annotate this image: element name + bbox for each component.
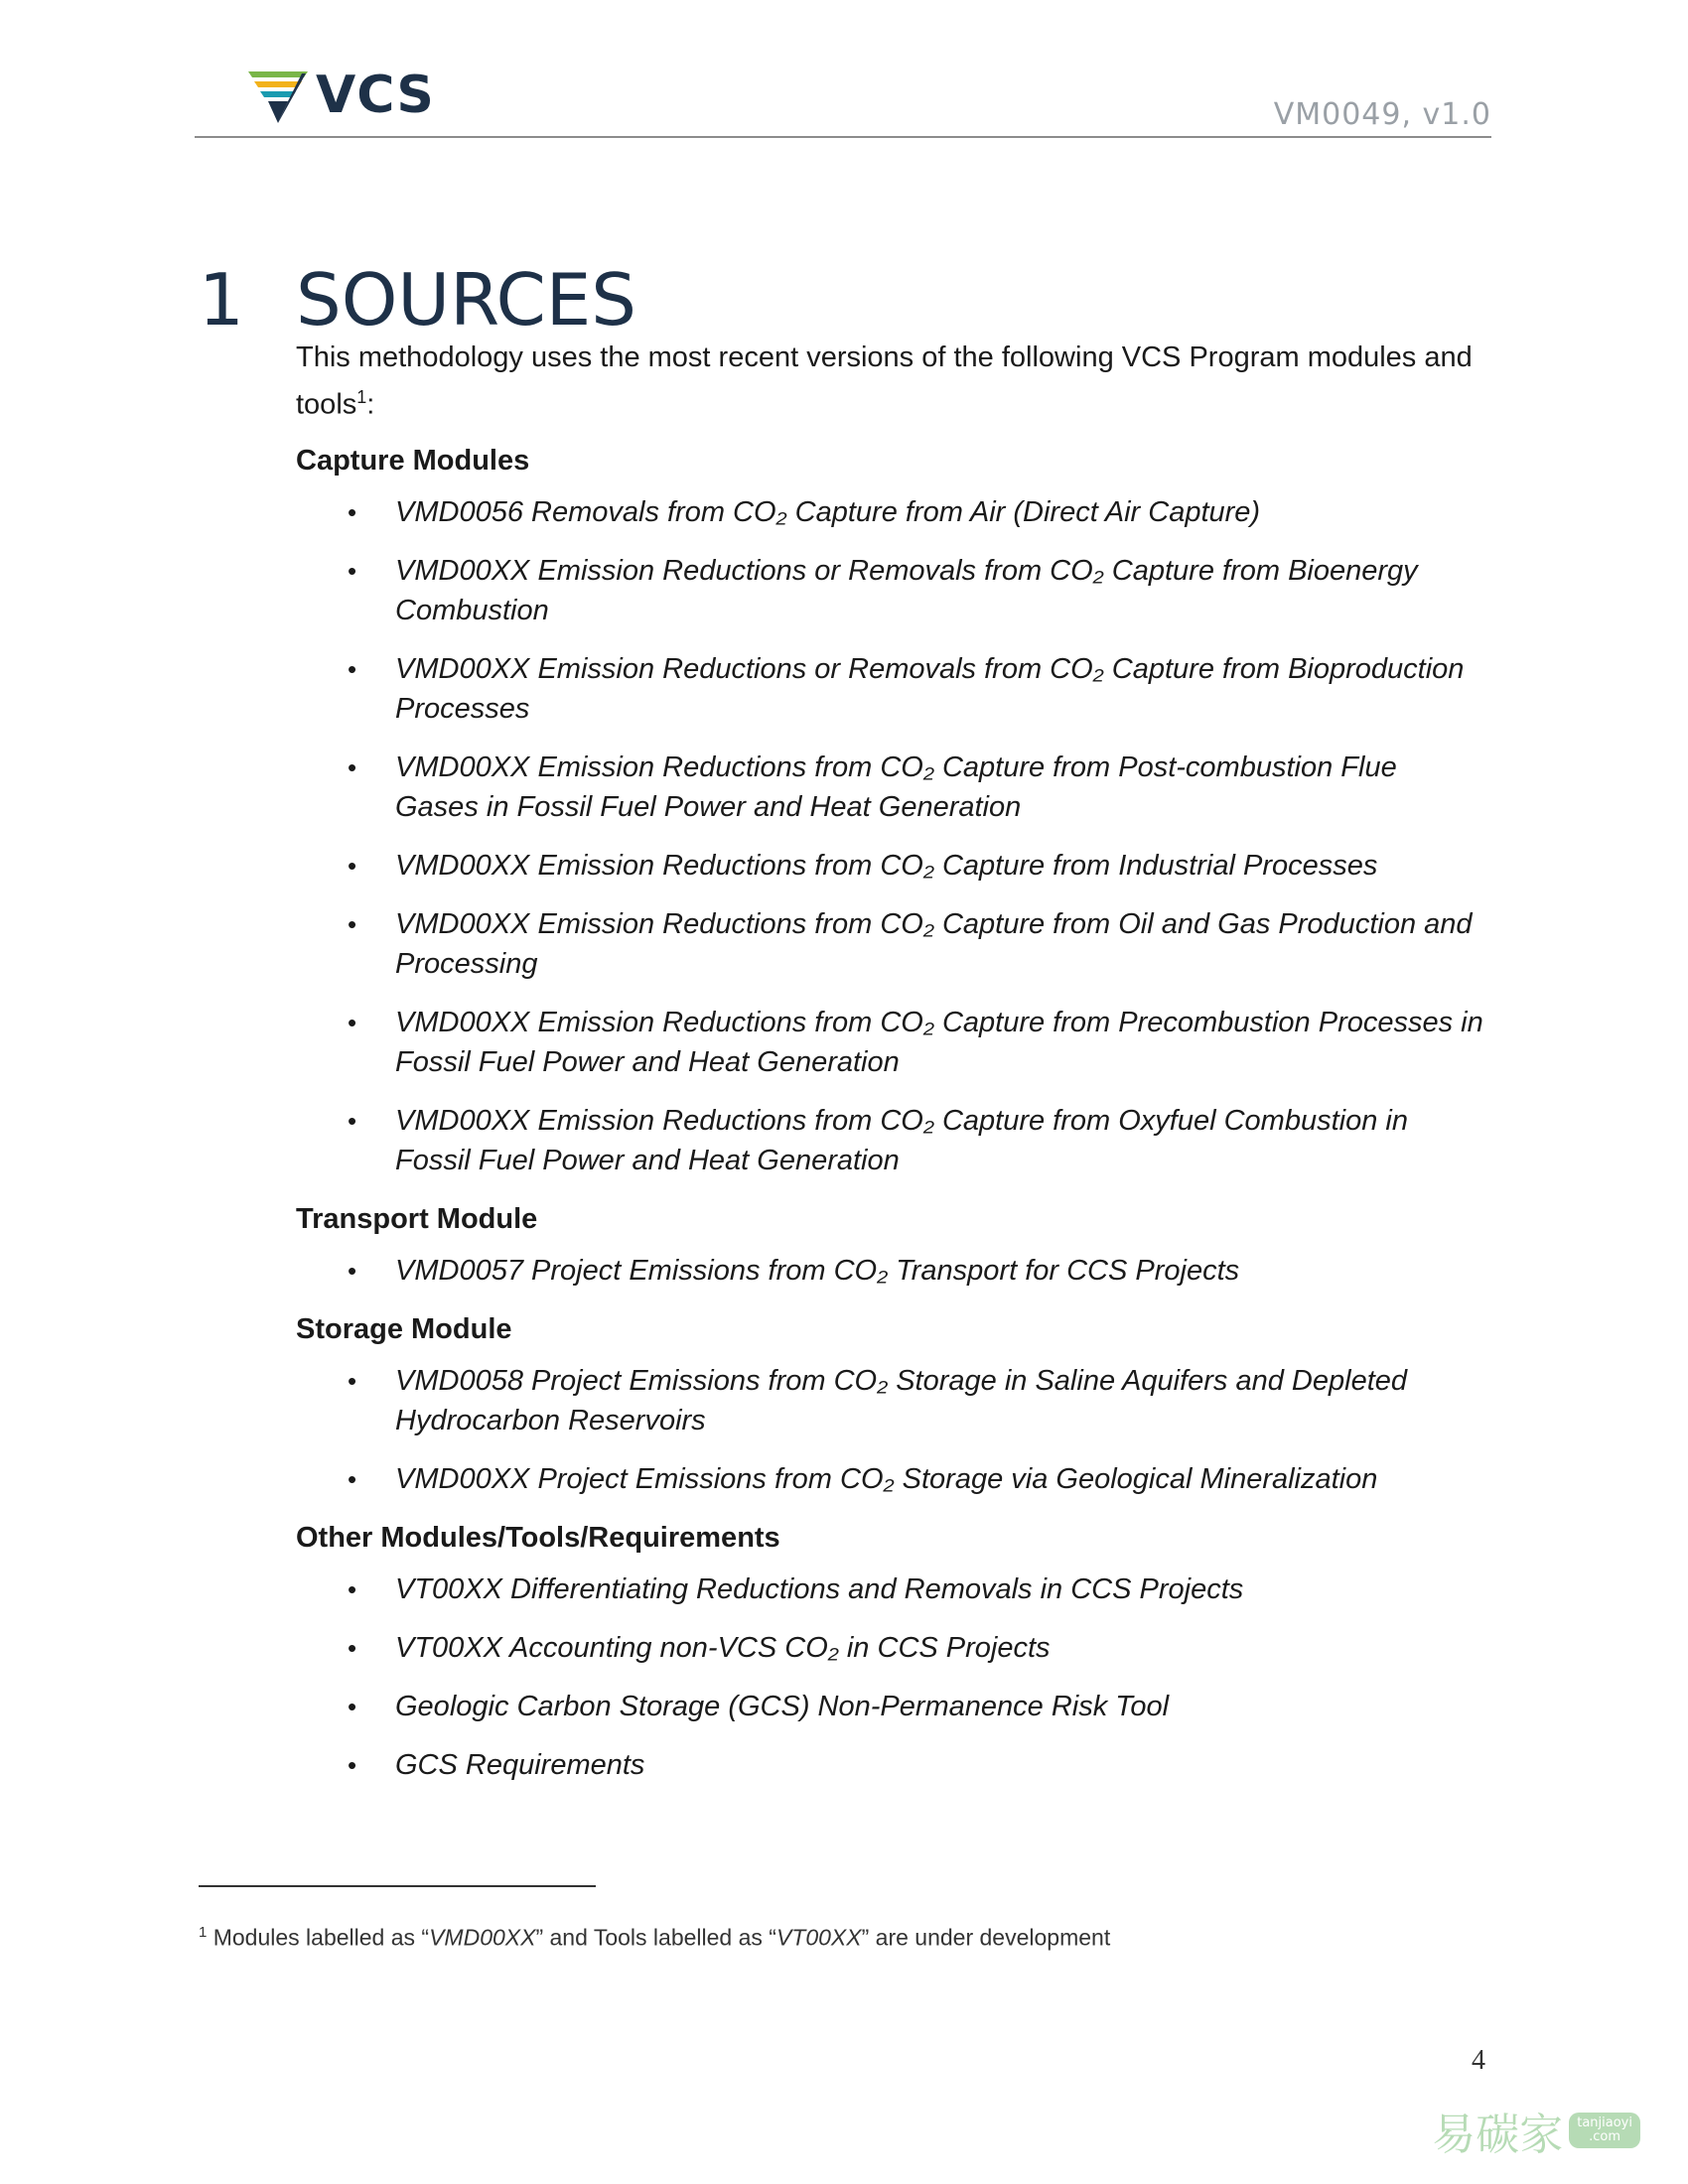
footnote-marker: 1 <box>199 1924 208 1941</box>
module-list <box>296 1570 1487 1785</box>
bullet-icon: • <box>348 850 357 881</box>
document-id: VM0049, v1.0 <box>1273 97 1491 132</box>
list-item <box>296 649 1487 729</box>
vcs-logo-icon <box>248 68 308 123</box>
module-list <box>296 492 1487 1180</box>
list-item <box>296 492 1487 532</box>
footnote-text: ” are under development <box>861 1924 1111 1951</box>
section-title: SOURCES <box>296 258 636 342</box>
list-item-text: VMD00XX Emission Reductions from CO₂ Capture from Industrial Processes <box>395 849 1378 882</box>
module-list <box>296 1361 1487 1499</box>
list-item <box>296 846 1487 886</box>
group-title: Storage Module <box>296 1312 512 1345</box>
bullet-icon: • <box>348 1691 357 1721</box>
group-title: Other Modules/Tools/Requirements <box>296 1521 780 1554</box>
list-item-text: VT00XX Differentiating Reductions and Removals in CCS Projects <box>395 1572 1244 1605</box>
bullet-icon: • <box>348 1632 357 1663</box>
footnote-reference[interactable]: 1 <box>356 387 367 407</box>
header-divider <box>195 136 1491 138</box>
list-item <box>296 748 1487 827</box>
list-item-text: VMD0057 Project Emissions from CO₂ Transport for CCS Projects <box>395 1254 1240 1287</box>
bullet-icon: • <box>348 1573 357 1604</box>
list-item-text: VMD00XX Emission Reductions from CO₂ Capture from Oil and Gas Production and Processing <box>395 907 1473 980</box>
group-title: Transport Module <box>296 1202 538 1235</box>
list-item <box>296 1003 1487 1082</box>
list-item-text: VMD0058 Project Emissions from CO₂ Storage in Saline Aquifers and Depleted Hydrocarbon Reservoirs <box>395 1364 1408 1436</box>
list-item-text: VMD00XX Project Emissions from CO₂ Storage via Geological Mineralization <box>395 1462 1378 1495</box>
bullet-icon: • <box>348 1105 357 1136</box>
list-item-text: VMD0056 Removals from CO₂ Capture from Air (Direct Air Capture) <box>395 495 1261 528</box>
footnote-text: Modules labelled as “ <box>207 1924 430 1951</box>
logo-wordmark: VCS <box>316 66 435 125</box>
bullet-icon: • <box>348 555 357 586</box>
watermark-text: 易碳家 <box>1432 2110 1564 2160</box>
list-item <box>296 1459 1487 1499</box>
list-item <box>296 1101 1487 1180</box>
footnote-divider <box>199 1885 596 1887</box>
list-item-text: VT00XX Accounting non-VCS CO₂ in CCS Projects <box>395 1631 1051 1664</box>
module-groups <box>296 441 1487 1785</box>
page-number: 4 <box>1472 2045 1485 2076</box>
list-item-text: VMD00XX Emission Reductions from CO₂ Capture from Precombustion Processes in Fossil Fuel Power and Heat Generation <box>395 1006 1483 1078</box>
list-item-text: VMD00XX Emission Reductions or Removals from CO₂ Capture from Bioenergy Combustion <box>395 554 1418 626</box>
intro-text: This methodology uses the most recent versions of the following VCS Program modules and tools <box>296 341 1473 421</box>
group-title: Capture Modules <box>296 444 530 477</box>
section-heading <box>199 258 636 342</box>
watermark-badge-line: .com <box>1589 2129 1621 2144</box>
intro-colon: : <box>366 388 375 421</box>
bullet-icon: • <box>348 1463 357 1494</box>
bullet-icon: • <box>348 496 357 527</box>
footnote-module-label: VMD00XX <box>429 1924 536 1951</box>
list-item <box>296 551 1487 630</box>
bullet-icon: • <box>348 653 357 684</box>
list-item-text: VMD00XX Emission Reductions from CO₂ Capture from Oxyfuel Combustion in Fossil Fuel Power and Heat Generation <box>395 1104 1408 1176</box>
main-content <box>296 338 1487 1804</box>
bullet-icon: • <box>348 1007 357 1037</box>
section-number: 1 <box>199 258 244 342</box>
list-item-text: VMD00XX Emission Reductions from CO₂ Capture from Post-combustion Flue Gases in Fossil Fuel Power and Heat Generation <box>395 751 1397 823</box>
list-item <box>296 1628 1487 1668</box>
vcs-logo <box>248 68 435 123</box>
watermark <box>1432 2099 1640 2162</box>
intro-paragraph <box>296 338 1487 425</box>
list-item <box>296 904 1487 984</box>
bullet-icon: • <box>348 908 357 939</box>
list-item <box>296 1251 1487 1291</box>
list-item-text: GCS Requirements <box>395 1748 645 1781</box>
list-item <box>296 1570 1487 1609</box>
list-item-text: Geologic Carbon Storage (GCS) Non-Permanence Risk Tool <box>395 1690 1170 1722</box>
bullet-icon: • <box>348 1749 357 1780</box>
footnote <box>199 1924 1110 1952</box>
footnote-text: ” and Tools labelled as “ <box>535 1924 776 1951</box>
list-item <box>296 1687 1487 1726</box>
list-item-text: VMD00XX Emission Reductions or Removals from CO₂ Capture from Bioproduction Processes <box>395 652 1465 725</box>
module-list <box>296 1251 1487 1291</box>
bullet-icon: • <box>348 1365 357 1396</box>
footnote-tool-label: VT00XX <box>775 1924 862 1951</box>
list-item <box>296 1361 1487 1440</box>
watermark-badge <box>1569 2113 1640 2149</box>
list-item <box>296 1745 1487 1785</box>
bullet-icon: • <box>348 1255 357 1286</box>
bullet-icon: • <box>348 751 357 782</box>
watermark-badge-line: tanjiaoyi <box>1577 2115 1632 2130</box>
